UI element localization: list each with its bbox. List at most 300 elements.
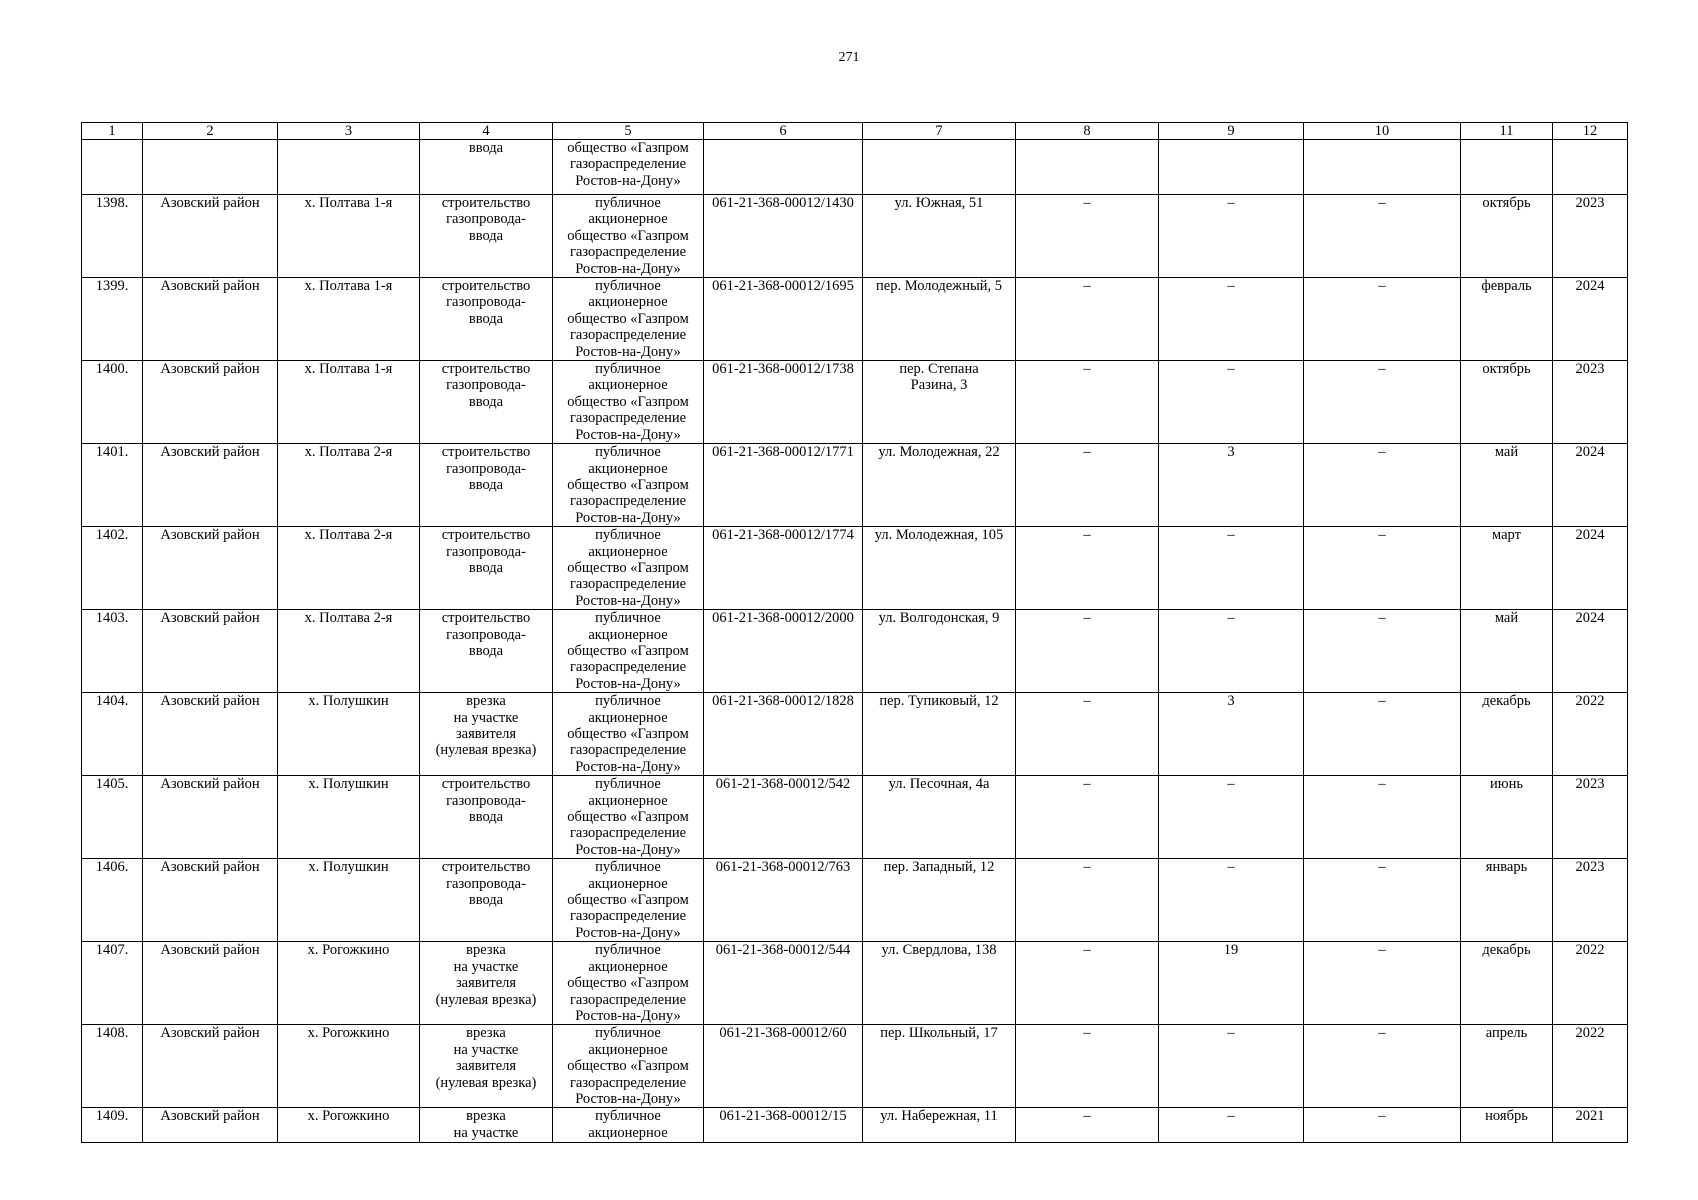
cell-text (1018, 195, 1156, 211)
cell-text (1463, 278, 1550, 294)
year-cell (1553, 444, 1628, 527)
month-cell (1461, 776, 1553, 859)
cell-line: ввода (468, 642, 504, 659)
cell-line: ввода (468, 227, 504, 244)
month-cell (1461, 1025, 1553, 1108)
cell-line: 061-21-368-00012/1738 (712, 361, 854, 378)
column-number: 10 (1304, 123, 1461, 140)
cell-line: общество «Газпром (567, 310, 689, 327)
cell-line: – (1227, 776, 1235, 793)
cell-line: публичное (595, 527, 661, 544)
application-number-cell (704, 1025, 863, 1108)
cell-line: х. Полтава 2-я (304, 610, 393, 627)
cell-line: (нулевая врезка) (435, 742, 537, 759)
cell-text (706, 693, 860, 709)
cell-text (1161, 361, 1301, 377)
cell-line: газораспределение (569, 410, 687, 427)
cell-text (865, 195, 1013, 211)
month-cell (1461, 859, 1553, 942)
cell-line: Ростов-на-Дону» (575, 172, 681, 189)
cell-line: Азовский район (160, 610, 260, 627)
year-cell (1553, 859, 1628, 942)
cell-text (84, 278, 140, 294)
settlement-cell (278, 140, 420, 195)
cell-text (1306, 444, 1458, 460)
cell-line: 1403. (95, 610, 129, 627)
cell-text (865, 361, 1013, 394)
col9-cell (1159, 1108, 1304, 1143)
cell-text (145, 942, 275, 958)
col8-cell (1016, 693, 1159, 776)
cell-line: – (1083, 1025, 1091, 1042)
cell-line: 3 (1227, 444, 1235, 461)
cell-line: 061-21-368-00012/763 (715, 859, 851, 876)
application-number-cell (704, 361, 863, 444)
cell-text (555, 859, 701, 941)
cell-text (1161, 1108, 1301, 1124)
application-number-cell (704, 444, 863, 527)
application-number-cell (704, 195, 863, 278)
cell-text (1161, 942, 1301, 958)
address-cell (863, 1025, 1016, 1108)
cell-line: Разина, 3 (910, 377, 968, 394)
cell-line: газопровода- (446, 377, 526, 394)
cell-line: ввода (468, 140, 504, 156)
cell-text (1555, 776, 1625, 792)
cell-text (1555, 610, 1625, 626)
cell-text (422, 278, 550, 327)
work-type-cell (420, 1025, 553, 1108)
cell-line: 1404. (95, 693, 129, 710)
cell-text (84, 1025, 140, 1041)
cell-line: общество «Газпром (567, 476, 689, 493)
col10-cell (1304, 278, 1461, 361)
application-number-cell (704, 610, 863, 693)
settlement-cell (278, 1025, 420, 1108)
cell-text (1555, 1108, 1625, 1124)
organization-cell (553, 1025, 704, 1108)
col9-cell (1159, 278, 1304, 361)
cell-line: х. Рогожкино (307, 1025, 390, 1042)
cell-line: публичное (595, 859, 661, 876)
cell-text (84, 610, 140, 626)
cell-text (1555, 859, 1625, 875)
cell-line: – (1378, 527, 1386, 544)
cell-line: – (1083, 195, 1091, 211)
cell-line: – (1083, 1108, 1091, 1125)
district-cell (143, 942, 278, 1025)
cell-text (865, 1025, 1013, 1041)
row-number (82, 278, 143, 361)
cell-line: газопровода- (446, 626, 526, 643)
table-row (82, 140, 1628, 195)
cell-line: 1399. (95, 278, 129, 295)
cell-line: на участке (453, 1124, 519, 1141)
cell-text (1555, 278, 1625, 294)
cell-line: – (1083, 942, 1091, 959)
cell-text (145, 610, 275, 626)
cell-line: ул. Волгодонская, 9 (878, 610, 1000, 627)
cell-line: Азовский район (160, 527, 260, 544)
cell-text (1306, 1025, 1458, 1041)
cell-line: общество «Газпром (567, 726, 689, 742)
year-cell (1553, 361, 1628, 444)
application-number-cell (704, 776, 863, 859)
col9-cell (1159, 942, 1304, 1025)
cell-line: х. Полушкин (308, 776, 389, 793)
cell-line: строительство (441, 859, 531, 876)
cell-line: акционерное (588, 626, 668, 643)
cell-line: – (1083, 444, 1091, 461)
settlement-cell (278, 361, 420, 444)
col9-cell (1159, 140, 1304, 195)
settlement-cell (278, 195, 420, 278)
district-cell (143, 1025, 278, 1108)
year-cell (1553, 278, 1628, 361)
cell-text (280, 527, 417, 543)
cell-text (145, 693, 275, 709)
cell-text (706, 444, 860, 460)
col9-cell (1159, 361, 1304, 444)
cell-line: – (1227, 1025, 1235, 1042)
cell-text (865, 1108, 1013, 1124)
cell-line: публичное (595, 195, 661, 211)
col10-cell (1304, 195, 1461, 278)
organization-cell (553, 693, 704, 776)
cell-line: публичное (595, 1108, 661, 1125)
cell-line: строительство (441, 444, 531, 461)
cell-line: – (1378, 361, 1386, 378)
cell-line: 061-21-368-00012/60 (719, 1025, 847, 1042)
cell-line: Ростов-на-Дону» (575, 426, 681, 443)
address-cell (863, 278, 1016, 361)
cell-text (145, 859, 275, 875)
col9-cell (1159, 527, 1304, 610)
cell-text (1463, 1025, 1550, 1041)
work-type-cell (420, 693, 553, 776)
settlement-cell (278, 610, 420, 693)
work-type-cell (420, 859, 553, 942)
work-type-cell (420, 942, 553, 1025)
cell-line: декабрь (1482, 942, 1531, 959)
col9-cell (1159, 693, 1304, 776)
cell-line: акционерное (588, 958, 668, 975)
organization-cell (553, 942, 704, 1025)
cell-text (422, 610, 550, 659)
cell-line: – (1227, 278, 1235, 295)
cell-text (422, 444, 550, 493)
cell-line: ввода (468, 310, 504, 327)
year-cell (1553, 942, 1628, 1025)
row-number (82, 693, 143, 776)
cell-line: 061-21-368-00012/1771 (712, 444, 854, 461)
cell-line: (нулевая врезка) (435, 1074, 537, 1091)
cell-line: пер. Тупиковый, 12 (879, 693, 999, 710)
column-number: 4 (420, 123, 553, 140)
col8-cell (1016, 1108, 1159, 1143)
year-cell (1553, 527, 1628, 610)
cell-line: х. Полтава 2-я (304, 527, 393, 544)
cell-line: Азовский район (160, 361, 260, 378)
cell-text (422, 527, 550, 576)
year-cell (1553, 610, 1628, 693)
cell-text (1018, 693, 1156, 709)
cell-line: строительство (441, 776, 531, 793)
col9-cell (1159, 610, 1304, 693)
cell-line: 2024 (1575, 610, 1605, 627)
cell-line: публичное (595, 361, 661, 378)
cell-line: общество «Газпром (567, 975, 689, 992)
cell-line: – (1378, 776, 1386, 793)
work-type-cell (420, 610, 553, 693)
cell-line: 2024 (1575, 444, 1605, 461)
cell-text (422, 776, 550, 825)
cell-line: общество «Газпром (567, 809, 689, 826)
cell-line: 1405. (95, 776, 129, 793)
cell-text (555, 610, 701, 692)
cell-text (1161, 1025, 1301, 1041)
cell-text (84, 693, 140, 709)
cell-text (555, 776, 701, 858)
cell-text (145, 527, 275, 543)
cell-line: врезка (466, 942, 506, 959)
cell-line: строительство (441, 527, 531, 544)
cell-line: газораспределение (569, 908, 687, 925)
cell-text (1306, 361, 1458, 377)
cell-line: газопровода- (446, 460, 526, 477)
month-cell (1461, 195, 1553, 278)
cell-text (145, 195, 275, 211)
cell-text (280, 942, 417, 958)
cell-line: Ростов-на-Дону» (575, 1007, 681, 1024)
cell-line: 061-21-368-00012/1695 (712, 278, 854, 295)
cell-line: публичное (595, 1025, 661, 1042)
col8-cell (1016, 942, 1159, 1025)
cell-line: 2024 (1575, 278, 1605, 295)
cell-text (1161, 693, 1301, 709)
col8-cell (1016, 610, 1159, 693)
cell-line: газопровода- (446, 875, 526, 892)
col10-cell (1304, 361, 1461, 444)
organization-cell (553, 140, 704, 195)
cell-text (865, 278, 1013, 294)
cell-text (865, 693, 1013, 709)
cell-line: газопровода- (446, 792, 526, 809)
application-number-cell (704, 278, 863, 361)
cell-line: публичное (595, 278, 661, 295)
work-type-cell (420, 140, 553, 195)
col9-cell (1159, 444, 1304, 527)
cell-line: – (1083, 278, 1091, 295)
row-number (82, 195, 143, 278)
organization-cell (553, 195, 704, 278)
address-cell (863, 859, 1016, 942)
cell-text (145, 444, 275, 460)
cell-line: общество «Газпром (567, 1058, 689, 1075)
cell-line: – (1227, 1108, 1235, 1125)
table-row (82, 1025, 1628, 1108)
cell-line: пер. Степана (899, 361, 979, 378)
cell-text (1555, 942, 1625, 958)
row-number (82, 444, 143, 527)
cell-text (422, 140, 550, 156)
cell-line: 2022 (1575, 1025, 1605, 1042)
cell-text (865, 859, 1013, 875)
cell-line: ввода (468, 809, 504, 826)
year-cell (1553, 195, 1628, 278)
cell-text (145, 361, 275, 377)
col8-cell (1016, 776, 1159, 859)
cell-text (422, 1108, 550, 1141)
cell-text (706, 1108, 860, 1124)
cell-line: 061-21-368-00012/544 (715, 942, 851, 959)
cell-line: публичное (595, 610, 661, 627)
cell-line: заявителя (455, 1058, 517, 1075)
cell-line: Ростов-на-Дону» (575, 924, 681, 941)
cell-line: на участке (453, 709, 519, 726)
col10-cell (1304, 1025, 1461, 1108)
cell-text (422, 1025, 550, 1091)
cell-text (706, 610, 860, 626)
cell-text (280, 1108, 417, 1124)
cell-text (1306, 776, 1458, 792)
table-row (82, 444, 1628, 527)
address-cell (863, 195, 1016, 278)
address-cell (863, 527, 1016, 610)
row-number (82, 527, 143, 610)
district-cell (143, 1108, 278, 1143)
cell-line: апрель (1485, 1025, 1528, 1042)
cell-line: ввода (468, 393, 504, 410)
cell-line: – (1227, 859, 1235, 876)
cell-line: – (1083, 527, 1091, 544)
cell-text (706, 195, 860, 211)
table-row (82, 195, 1628, 278)
cell-text (1555, 527, 1625, 543)
cell-text (1306, 527, 1458, 543)
cell-text (706, 361, 860, 377)
cell-line: акционерное (588, 543, 668, 560)
cell-line: 2022 (1575, 693, 1605, 710)
cell-line: 1402. (95, 527, 129, 544)
settlement-cell (278, 942, 420, 1025)
table-body (82, 123, 1628, 1143)
cell-text (865, 776, 1013, 792)
cell-text (555, 444, 701, 526)
work-type-cell (420, 776, 553, 859)
application-number-cell (704, 859, 863, 942)
cell-line: ул. Свердлова, 138 (881, 942, 997, 959)
cell-text (1161, 610, 1301, 626)
cell-line: врезка (466, 1025, 506, 1042)
cell-line: х. Рогожкино (307, 942, 390, 959)
cell-text (865, 942, 1013, 958)
col9-cell (1159, 776, 1304, 859)
row-number (82, 776, 143, 859)
row-number (82, 361, 143, 444)
cell-line: Ростов-на-Дону» (575, 758, 681, 775)
address-cell (863, 1108, 1016, 1143)
cell-line: на участке (453, 1041, 519, 1058)
cell-text (1463, 527, 1550, 543)
cell-line: Азовский район (160, 278, 260, 295)
cell-line: газораспределение (569, 493, 687, 510)
month-cell (1461, 140, 1553, 195)
col10-cell (1304, 776, 1461, 859)
address-cell (863, 444, 1016, 527)
column-number: 12 (1553, 123, 1628, 140)
row-number (82, 1025, 143, 1108)
cell-line: врезка (466, 1108, 506, 1125)
col8-cell (1016, 527, 1159, 610)
work-type-cell (420, 278, 553, 361)
table-row (82, 610, 1628, 693)
cell-text (1463, 776, 1550, 792)
cell-line: публичное (595, 444, 661, 461)
cell-line: октябрь (1482, 195, 1531, 211)
cell-line: 1406. (95, 859, 129, 876)
application-number-cell (704, 693, 863, 776)
cell-text (555, 693, 701, 775)
cell-text (555, 1025, 701, 1107)
cell-line: строительство (441, 195, 531, 211)
col9-cell (1159, 195, 1304, 278)
application-number-cell (704, 1108, 863, 1143)
district-cell (143, 444, 278, 527)
cell-line: х. Полушкин (308, 859, 389, 876)
cell-line: Ростов-на-Дону» (575, 592, 681, 609)
month-cell (1461, 278, 1553, 361)
cell-line: – (1378, 444, 1386, 461)
cell-line: 1408. (95, 1025, 129, 1042)
cell-text (280, 278, 417, 294)
cell-line: ул. Набережная, 11 (880, 1108, 998, 1125)
cell-line: – (1378, 610, 1386, 627)
row-number (82, 859, 143, 942)
cell-text (555, 527, 701, 609)
cell-text (280, 610, 417, 626)
cell-line: акционерное (588, 709, 668, 726)
cell-line: 19 (1223, 942, 1239, 959)
column-number: 9 (1159, 123, 1304, 140)
cell-line: общество «Газпром (567, 140, 689, 156)
column-number-row (82, 123, 1628, 140)
cell-line: Азовский район (160, 859, 260, 876)
row-number (82, 140, 143, 195)
cell-text (1463, 1108, 1550, 1124)
month-cell (1461, 444, 1553, 527)
cell-line: Азовский район (160, 195, 260, 211)
cell-text (1463, 859, 1550, 875)
table-row (82, 527, 1628, 610)
year-cell (1553, 776, 1628, 859)
cell-text (280, 361, 417, 377)
cell-text (1463, 361, 1550, 377)
cell-text (1306, 1108, 1458, 1124)
column-number: 5 (553, 123, 704, 140)
cell-text (706, 859, 860, 875)
cell-line: Азовский район (160, 444, 260, 461)
cell-text (1463, 942, 1550, 958)
cell-line: октябрь (1482, 361, 1531, 378)
district-cell (143, 278, 278, 361)
col8-cell (1016, 444, 1159, 527)
address-cell (863, 776, 1016, 859)
address-cell (863, 942, 1016, 1025)
cell-line: строительство (441, 361, 531, 378)
column-number: 7 (863, 123, 1016, 140)
month-cell (1461, 527, 1553, 610)
